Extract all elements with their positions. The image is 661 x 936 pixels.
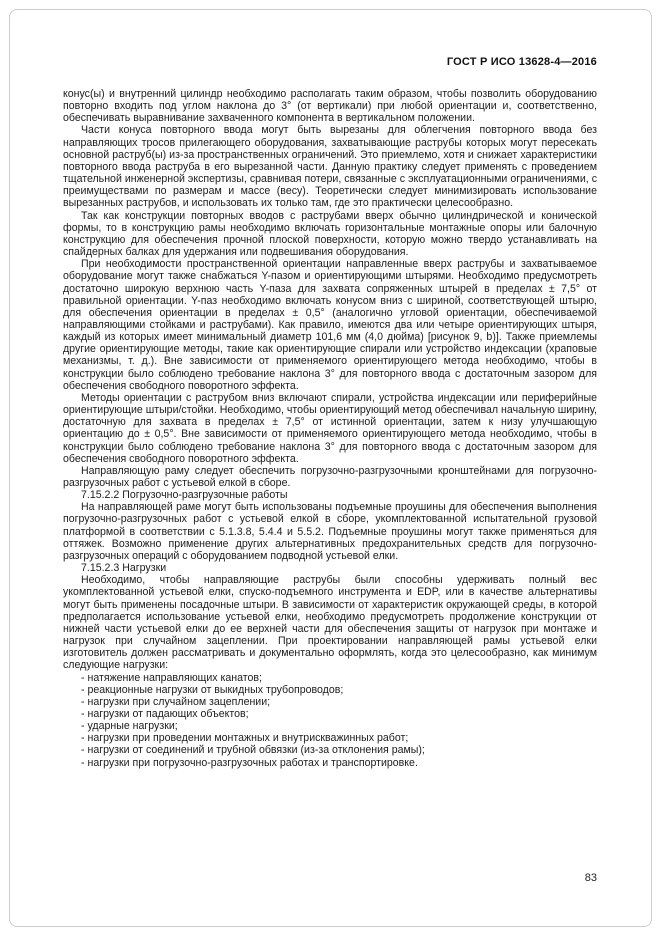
paragraph: Направляющую раму следует обеспечить погрузочно-разгрузочными кронштейнами для погрузочно-разгрузочных работ с устьевой елкой в сборе. [63,464,597,489]
doc-header: ГОСТ Р ИСО 13628-4—2016 [446,56,597,68]
paragraph: На направляющей раме могут быть использованы подъемные проушины для обеспечения выполнения погрузочно-разгрузочных работ с устьевой елкой в сборе, укомплектованной испытательной грузовой платформой в соответствии с 5.1.3.8, 5.4.4 и 5.5.2. Подъемные проушины могут также применяться для оттяжек. Возможно применение других альтернативных предохранительных средств для погрузочно-разгрузочных операций с оборудованием подводной устьевой елки. [63,501,597,562]
list-item: - нагрузки от падающих объектов; [81,707,249,720]
paragraph: Необходимо, чтобы направляющие раструбы были способны удерживать полный вес укомплектованной устьевой елки, спуско-подъемного инструмента и EDP, или в качестве альтернативы могут быть применены посадочные штыри. В зависимости от характеристик окружающей среды, в которой предполагается использование устьевой елки, необходимо предусмотреть продолжение конструкции от нижней части устьевой елки до ее верхней части для обеспечения защиты от нагрузок при монтаже и нагрузок при случайном зацеплении. При проектировании направляющей рамы устьевой елки изготовитель должен рассматривать и документально оформлять, когда это целесообразно, как минимум следующие нагрузки: [63,574,597,672]
document-body [63,88,597,769]
list-item: - реакционные нагрузки от выкидных трубопроводов; [81,683,344,696]
page-number: 83 [584,872,597,884]
list-item: - нагрузки при случайном зацеплении; [81,695,271,708]
section-heading: 7.15.2.2 Погрузочно-разгрузочные работы [81,489,288,502]
paragraph: Части конуса повторного ввода могут быть вырезаны для облегчения повторного ввода без направляющих тросов прилегающего оборудования, захватывающие раструбы которых могут пересекать основной раструб(ы) из-за пространственных ограничений. Это приемлемо, хотя и снижает характеристики повторного ввода раструба в его вырезанной части. Данную практику следует применять с проведением тщательной инженерной экспертизы, сравнивая потери, связанные с эксплуатационными ограничениями, с преимуществами по размерам и массе (весу). Теоретически следует минимизировать использование вырезанных раструбов, и использовать их только там, где это практически целесообразно. [63,124,597,210]
list-item: - нагрузки при погрузочно-разгрузочных работах и транспортировке. [81,756,418,769]
list-item: - нагрузки от соединений и трубной обвязки (из-за отклонения рамы); [81,744,425,757]
list-item: - ударные нагрузки; [81,720,178,733]
paragraph: Методы ориентации с раструбом вниз включают спирали, устройства индексации или периферийные ориентирующие штыри/стойки. Необходимо, чтобы ориентирующий метод обеспечивал начальную ширину, достаточную для захвата в пределах ± 7,5° от истинной ориентации, затем к низу улучшающую ориентацию до ± 0,5°. Вне зависимости от применяемого ориентирующего метода необходимо, чтобы в конструкции было соблюдено требование наклона 3° для повторного ввода с достаточным зазором для обеспечения свободного поворотного эффекта. [63,391,597,465]
section-heading: 7.15.2.3 Нагрузки [81,562,167,575]
paragraph: При необходимости пространственной ориентации направленные вверх раструбы и захватываемое оборудование могут также снабжаться Y-пазом и ориентирующими штырями. Необходимо предусмотреть достаточно широкую верхнюю часть Y-паза для захвата сопряженных штырей в пределах ± 7,5° от правильной ориентации. Y-паз необходимо включать конусом вниз с шириной, соответствующей штырю, для обеспечения ориентации в пределах ± 0,5° (аналогично угловой ориентации, обеспечиваемой направляющими стойками и раструбами). Как правило, имеются два или четыре ориентирующих штыря, каждый из которых имеет минимальный диаметр 101,6 мм (4,0 дюйма) [рисунок 9, b)]. Также приемлемы другие ориентирующие методы, такие как ориентирующие спирали или устройство индексации (храповые механизмы, т. д.). Вне зависимости от применяемого ориентирующего метода необходимо, чтобы в конструкции было соблюдено требование наклона 3° для повторного ввода с достаточным зазором для обеспечения свободного поворотного эффекта. [63,258,597,392]
paragraph: Так как конструкции повторных вводов с раструбами вверх обычно цилиндрической и конической формы, то в конструкцию рамы необходимо включать горизонтальные монтажные опоры или балочную конструкцию для обеспечения прочной плоской поверхности, которую можно твердо устанавливать на спайдерных балках для удержания или подвешивания оборудования. [63,209,597,259]
list-item: - натяжение направляющих канатов; [81,671,262,684]
list-item: - нагрузки при проведении монтажных и внутрискважинных работ; [81,732,409,745]
paragraph: конус(ы) и внутренний цилиндр необходимо располагать таким образом, чтобы позволить оборудованию повторно входить под углом наклона до 3° (от вертикали) при любой ориентации и, соответственно, обеспечивать выравнивание захваченного компонента в вертикальном положении. [63,88,597,125]
